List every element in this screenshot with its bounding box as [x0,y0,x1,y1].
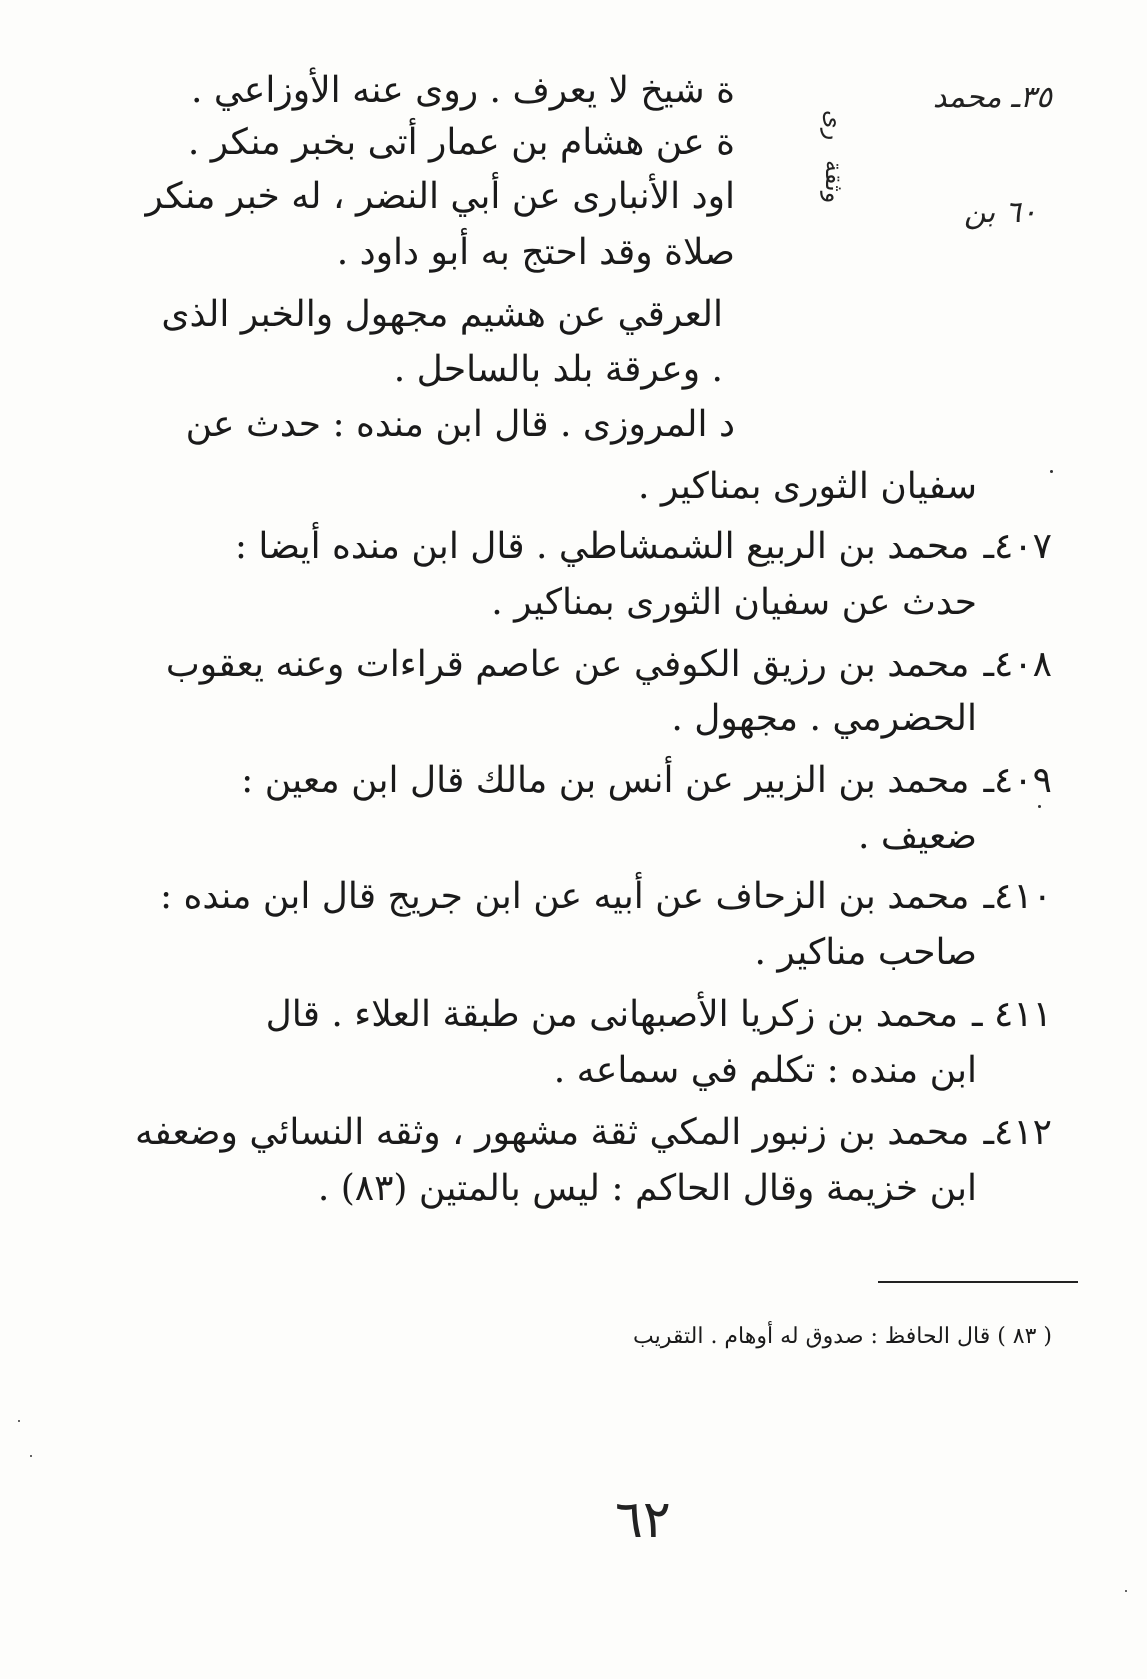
entry-407-line1: ٤٠٧ـمحمد بن الربيع الشمشاطي . قال ابن منده أيضا : [235,522,1052,572]
scan-speck [1050,470,1053,473]
entry-408-line1: ٤٠٨ـمحمد بن رزيق الكوفي عن عاصم قراءات وعنه يعقوب [166,640,1052,690]
text-line: ة عن هشام بن عمار أتى بخبر منكر . [187,122,735,163]
entry-412-line2: ابن خزيمة وقال الحاكم : ليس بالمتين (٨٣) . [317,1168,977,1209]
entry-number: ٤١٠ـ [983,876,1052,917]
scan-speck [18,1420,20,1422]
footnote: ( ٨٣ ) قال الحافظ : صدوق له أوهام . التقريب [633,1324,1052,1349]
entry-407-line2: حدث عن سفيان الثورى بمناكير . [491,582,977,623]
entry-410-line1: ٤١٠ـمحمد بن الزحاف عن أبيه عن ابن جريج قال ابن منده : [160,872,1052,922]
entry-411-line2: ابن منده : تكلم في سماعه . [553,1050,977,1091]
margin-note-vertical-1: ری [820,110,848,141]
entry-412-line1: ٤١٢ـمحمد بن زنبور المكي ثقة مشهور ، وثقه النسائي وضعفه [135,1108,1052,1158]
scan-speck [30,1455,32,1457]
entry-411-line1: ٤١١ ـمحمد بن زكريا الأصبهانى من طبقة العلاء . قال [266,990,1052,1040]
entry-number: ٤٠٨ـ [983,644,1052,685]
text-line: سفيان الثورى بمناكير . [638,466,977,507]
scan-speck [1038,805,1041,808]
margin-note-side: ٦٠ بن [964,195,1037,230]
scan-speck [1125,1590,1127,1592]
text-line: اود الأنبارى عن أبي النضر ، له خبر منكر [145,176,735,217]
entry-410-line2: صاحب مناكير . [754,932,977,973]
entry-409-line1: ٤٠٩ـمحمد بن الزبير عن أنس بن مالك قال ابن معين : [241,756,1052,806]
text-line: . وعرقة بلد بالساحل . [393,349,723,390]
text-line: العرقي عن هشيم مجهول والخبر الذى [161,294,723,335]
entry-number: ٤٠٧ـ [983,526,1052,567]
margin-entry-number: ٣٥ـ محمد [932,80,1052,115]
entry-number: ٤٠٩ـ [983,760,1052,801]
footnote-rule [878,1281,1078,1283]
entry-408-line2: الحضرمي . مجهول . [671,698,977,739]
text-line: صلاة وقد احتج به أبو داود . [336,232,735,273]
page-number: ٦٢ [615,1490,671,1550]
margin-note-vertical-2: وثقة [820,160,848,204]
entry-409-line2: ضعيف . [858,816,977,857]
text-line: ة شيخ لا يعرف . روى عنه الأوزاعي . [190,70,735,111]
text-line: د المروزى . قال ابن منده : حدث عن [185,404,735,445]
entry-number: ٤١٢ـ [983,1112,1052,1153]
entry-number: ٤١١ ـ [971,994,1052,1035]
